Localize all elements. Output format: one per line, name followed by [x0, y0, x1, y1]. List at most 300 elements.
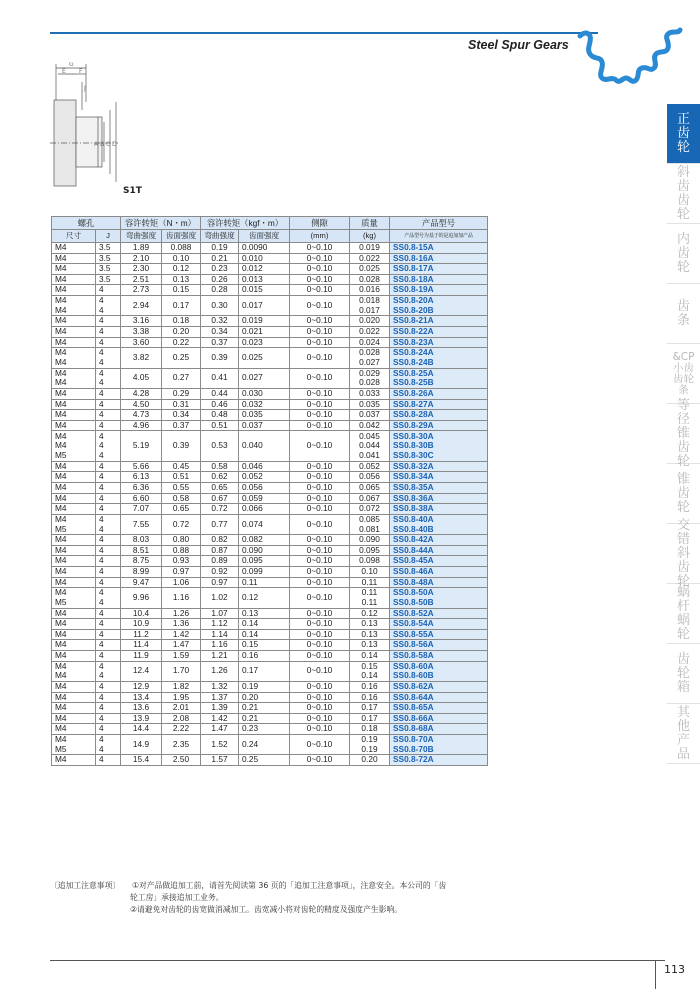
- cell-kgf-surface: 0.24: [239, 734, 290, 754]
- cell-torque-bending: 13.9: [121, 713, 162, 724]
- cell-part-number: SS0.8-18A: [390, 274, 488, 285]
- cell-backlash: 0~0.10: [290, 755, 350, 766]
- tab-bevel-gears[interactable]: 锥齿轮: [667, 464, 700, 524]
- table-row: [52, 514, 488, 534]
- cell-torque-surface: 0.93: [162, 556, 201, 567]
- cell-torque-surface: 1.36: [162, 619, 201, 630]
- cell-kgf-bending: 0.28: [201, 285, 239, 296]
- cell-torque-bending: 5.19: [121, 431, 162, 462]
- cell-part-number: SS0.8-52A: [390, 608, 488, 619]
- table-row: [52, 681, 488, 692]
- cell-kgf-surface: 0.040: [239, 431, 290, 462]
- cell-mass: 0.052: [350, 461, 390, 472]
- cell-part-number: SS0.8-38A: [390, 504, 488, 515]
- dim-label-c: C: [106, 141, 111, 148]
- spec-table: [51, 216, 488, 766]
- tab-miter-gears[interactable]: 等径锥齿轮: [667, 404, 700, 464]
- cell-kgf-surface: 0.017: [239, 295, 290, 315]
- cell-torque-bending: 7.55: [121, 514, 162, 534]
- cell-backlash: 0~0.10: [290, 337, 350, 348]
- cell-size: M4 M5: [52, 514, 96, 534]
- cell-j: 4: [96, 535, 121, 546]
- cell-part-number: SS0.8-56A: [390, 640, 488, 651]
- cell-kgf-surface: 0.12: [239, 588, 290, 608]
- cell-j: 4 4: [96, 734, 121, 754]
- footer-divider: [655, 960, 656, 989]
- cell-backlash: 0~0.10: [290, 588, 350, 608]
- cell-mass: 0.11: [350, 577, 390, 588]
- cell-mass: 0.15 0.14: [350, 661, 390, 681]
- cell-torque-bending: 5.66: [121, 461, 162, 472]
- cell-j: 4: [96, 724, 121, 735]
- cell-part-number: SS0.8-30A SS0.8-30B SS0.8-30C: [390, 431, 488, 462]
- cell-size: M4: [52, 504, 96, 515]
- cell-kgf-bending: 0.37: [201, 337, 239, 348]
- table-row: [52, 253, 488, 264]
- cell-kgf-bending: 0.48: [201, 410, 239, 421]
- cell-mass: 0.14: [350, 650, 390, 661]
- cell-j: 4: [96, 640, 121, 651]
- cell-torque-surface: 0.97: [162, 567, 201, 578]
- cell-kgf-surface: 0.14: [239, 629, 290, 640]
- gear-logo-icon: [576, 26, 700, 88]
- table-row: [52, 650, 488, 661]
- table-row: [52, 348, 488, 368]
- cell-part-number: SS0.8-28A: [390, 410, 488, 421]
- dim-label-j: J: [84, 85, 86, 92]
- cell-size: M4 M4: [52, 661, 96, 681]
- cell-j: 4: [96, 388, 121, 399]
- cell-j: 3.5: [96, 264, 121, 275]
- cell-backlash: 0~0.10: [290, 285, 350, 296]
- cell-kgf-surface: 0.23: [239, 724, 290, 735]
- table-row: [52, 640, 488, 651]
- cell-torque-bending: 10.4: [121, 608, 162, 619]
- cell-part-number: SS0.8-35A: [390, 483, 488, 494]
- tab-internal-gears[interactable]: 内齿轮: [667, 224, 700, 284]
- cell-mass: 0.028: [350, 274, 390, 285]
- cell-part-number: SS0.8-16A: [390, 253, 488, 264]
- cell-size: M4: [52, 243, 96, 254]
- cell-part-number: SS0.8-48A: [390, 577, 488, 588]
- tab-spur-gears[interactable]: 正齿轮: [667, 104, 700, 164]
- table-row: [52, 535, 488, 546]
- cell-kgf-surface: 0.035: [239, 410, 290, 421]
- dim-label-e: E: [62, 68, 66, 75]
- cell-backlash: 0~0.10: [290, 724, 350, 735]
- cell-torque-bending: 3.60: [121, 337, 162, 348]
- cell-size: M4 M4: [52, 368, 96, 388]
- cell-part-number: SS0.8-36A: [390, 493, 488, 504]
- cell-size: M4 M4: [52, 295, 96, 315]
- table-row: [52, 724, 488, 735]
- cell-size: M4 M4: [52, 348, 96, 368]
- cell-torque-surface: 0.13: [162, 274, 201, 285]
- cell-kgf-bending: 0.53: [201, 431, 239, 462]
- cell-mass: 0.024: [350, 337, 390, 348]
- col-group-screw: 螺孔: [52, 217, 121, 230]
- cell-j: 4 4: [96, 368, 121, 388]
- cell-size: M4: [52, 264, 96, 275]
- cell-kgf-surface: 0.074: [239, 514, 290, 534]
- cell-torque-surface: 0.18: [162, 316, 201, 327]
- cell-torque-surface: 1.95: [162, 692, 201, 703]
- cell-backlash: 0~0.10: [290, 608, 350, 619]
- cell-kgf-surface: 0.13: [239, 608, 290, 619]
- cell-j: 4: [96, 420, 121, 431]
- cell-torque-bending: 6.13: [121, 472, 162, 483]
- cell-torque-bending: 2.73: [121, 285, 162, 296]
- cell-kgf-surface: 0.010: [239, 253, 290, 264]
- cell-part-number: SS0.8-44A: [390, 545, 488, 556]
- tab-screw-gears[interactable]: 交错斜齿轮: [667, 524, 700, 584]
- col-j: J: [96, 230, 121, 243]
- cell-kgf-bending: 0.72: [201, 504, 239, 515]
- cell-kgf-bending: 0.58: [201, 461, 239, 472]
- cell-kgf-bending: 1.16: [201, 640, 239, 651]
- cell-backlash: 0~0.10: [290, 650, 350, 661]
- cell-mass: 0.12: [350, 608, 390, 619]
- table-row: [52, 608, 488, 619]
- cell-kgf-surface: 0.082: [239, 535, 290, 546]
- cell-size: M4: [52, 713, 96, 724]
- cell-size: M4 M5: [52, 588, 96, 608]
- table-row: [52, 619, 488, 630]
- col-bending: 弯曲强度: [121, 230, 162, 243]
- cell-mass: 0.085 0.081: [350, 514, 390, 534]
- cell-j: 4: [96, 755, 121, 766]
- cell-size: M4: [52, 274, 96, 285]
- cell-size: M4: [52, 285, 96, 296]
- col-backlash-unit: (mm): [290, 230, 350, 243]
- cell-mass: 0.025: [350, 264, 390, 275]
- cell-kgf-bending: 1.37: [201, 692, 239, 703]
- cell-j: 4: [96, 556, 121, 567]
- cell-kgf-surface: 0.012: [239, 264, 290, 275]
- table-row: [52, 493, 488, 504]
- cell-size: M4: [52, 703, 96, 714]
- cell-backlash: 0~0.10: [290, 493, 350, 504]
- cell-kgf-bending: 0.92: [201, 567, 239, 578]
- cell-mass: 0.17: [350, 703, 390, 714]
- cell-backlash: 0~0.10: [290, 410, 350, 421]
- cell-torque-surface: 0.088: [162, 243, 201, 254]
- cell-size: M4: [52, 681, 96, 692]
- cell-part-number: SS0.8-23A: [390, 337, 488, 348]
- cell-torque-bending: 4.50: [121, 399, 162, 410]
- dim-label-d: D: [112, 141, 117, 148]
- note-1-cont: 轮工房」承接追加工业务。: [130, 893, 224, 902]
- table-row: [52, 577, 488, 588]
- cell-kgf-bending: 1.32: [201, 681, 239, 692]
- table-row: [52, 264, 488, 275]
- cell-torque-bending: 4.05: [121, 368, 162, 388]
- note-2: ②请避免对齿轮的齿宽做消减加工。齿宽减小将对齿轮的精度及强度产生影响。: [130, 905, 403, 914]
- cell-part-number: SS0.8-45A: [390, 556, 488, 567]
- cell-kgf-bending: 1.52: [201, 734, 239, 754]
- cell-kgf-bending: 0.77: [201, 514, 239, 534]
- cell-j: 3.5: [96, 243, 121, 254]
- table-row: [52, 472, 488, 483]
- table-row: [52, 556, 488, 567]
- cell-kgf-surface: 0.20: [239, 692, 290, 703]
- cell-size: M4: [52, 388, 96, 399]
- cell-backlash: 0~0.10: [290, 504, 350, 515]
- table-row: [52, 734, 488, 754]
- cell-backlash: 0~0.10: [290, 420, 350, 431]
- cell-backlash: 0~0.10: [290, 692, 350, 703]
- cell-mass: 0.018 0.017: [350, 295, 390, 315]
- cell-size: M4: [52, 629, 96, 640]
- cell-torque-bending: 12.9: [121, 681, 162, 692]
- cell-torque-surface: 0.10: [162, 253, 201, 264]
- cell-torque-bending: 6.60: [121, 493, 162, 504]
- cell-kgf-bending: 0.32: [201, 316, 239, 327]
- cell-backlash: 0~0.10: [290, 734, 350, 754]
- cell-torque-bending: 14.4: [121, 724, 162, 735]
- cell-kgf-bending: 0.87: [201, 545, 239, 556]
- table-row: [52, 388, 488, 399]
- col-part-number: 产品型号: [390, 217, 488, 230]
- table-row: [52, 243, 488, 254]
- cell-torque-surface: 0.20: [162, 326, 201, 337]
- cell-j: 4: [96, 703, 121, 714]
- cell-kgf-bending: 0.30: [201, 295, 239, 315]
- cell-part-number: SS0.8-65A: [390, 703, 488, 714]
- cell-mass: 0.029 0.028: [350, 368, 390, 388]
- cell-kgf-surface: 0.095: [239, 556, 290, 567]
- cell-j: 4: [96, 545, 121, 556]
- tab-racks[interactable]: 齿条: [667, 284, 700, 344]
- cell-mass: 0.16: [350, 681, 390, 692]
- table-row: [52, 567, 488, 578]
- cell-kgf-bending: 0.34: [201, 326, 239, 337]
- cell-backlash: 0~0.10: [290, 514, 350, 534]
- cell-part-number: SS0.8-29A: [390, 420, 488, 431]
- cell-mass: 0.037: [350, 410, 390, 421]
- cell-size: M4: [52, 567, 96, 578]
- page-number: 113: [664, 963, 685, 976]
- cell-torque-bending: 13.6: [121, 703, 162, 714]
- cell-kgf-surface: 0.025: [239, 348, 290, 368]
- cell-kgf-bending: 0.21: [201, 253, 239, 264]
- cell-size: M4: [52, 420, 96, 431]
- cell-j: 4: [96, 493, 121, 504]
- cell-part-number: SS0.8-17A: [390, 264, 488, 275]
- cell-j: 4: [96, 504, 121, 515]
- cell-torque-bending: 2.51: [121, 274, 162, 285]
- cell-mass: 0.13: [350, 640, 390, 651]
- cell-part-number: SS0.8-15A: [390, 243, 488, 254]
- cell-torque-surface: 0.51: [162, 472, 201, 483]
- table-row: [52, 368, 488, 388]
- cell-part-number: SS0.8-72A: [390, 755, 488, 766]
- cell-part-number: SS0.8-50A SS0.8-50B: [390, 588, 488, 608]
- cell-torque-surface: 1.26: [162, 608, 201, 619]
- cell-part-number: SS0.8-34A: [390, 472, 488, 483]
- cell-kgf-bending: 1.42: [201, 713, 239, 724]
- cell-kgf-bending: 1.12: [201, 619, 239, 630]
- cell-kgf-bending: 0.65: [201, 483, 239, 494]
- cell-torque-bending: 4.96: [121, 420, 162, 431]
- cell-mass: 0.10: [350, 567, 390, 578]
- cell-kgf-surface: 0.021: [239, 326, 290, 337]
- table-row: [52, 483, 488, 494]
- cell-kgf-bending: 0.19: [201, 243, 239, 254]
- cell-kgf-surface: 0.013: [239, 274, 290, 285]
- cell-backlash: 0~0.10: [290, 483, 350, 494]
- cell-torque-surface: 0.27: [162, 368, 201, 388]
- col-size: 尺寸: [52, 230, 96, 243]
- cell-mass: 0.065: [350, 483, 390, 494]
- cell-torque-surface: 0.39: [162, 431, 201, 462]
- table-body: [52, 243, 488, 766]
- cell-part-number: SS0.8-68A: [390, 724, 488, 735]
- tab-other-products[interactable]: 其他产品: [667, 704, 700, 764]
- cell-torque-surface: 2.22: [162, 724, 201, 735]
- cell-kgf-bending: 1.39: [201, 703, 239, 714]
- cell-mass: 0.098: [350, 556, 390, 567]
- cell-torque-surface: 1.82: [162, 681, 201, 692]
- cell-part-number: SS0.8-42A: [390, 535, 488, 546]
- cell-size: M4: [52, 545, 96, 556]
- table-row: [52, 399, 488, 410]
- cell-kgf-bending: 1.07: [201, 608, 239, 619]
- cell-size: M4 M4 M5: [52, 431, 96, 462]
- dim-label-b: B: [100, 141, 105, 148]
- cell-torque-surface: 0.37: [162, 420, 201, 431]
- col-group-torque-kgf: 容许转矩（kgf・m）: [201, 217, 290, 230]
- cell-part-number: SS0.8-54A: [390, 619, 488, 630]
- notes: [50, 880, 446, 916]
- cell-mass: 0.035: [350, 399, 390, 410]
- cell-size: M4: [52, 608, 96, 619]
- cell-torque-surface: 0.17: [162, 295, 201, 315]
- cell-j: 4: [96, 483, 121, 494]
- table-row: [52, 431, 488, 462]
- cell-j: 4: [96, 461, 121, 472]
- cell-j: 4: [96, 629, 121, 640]
- notes-label: 〔追加工注意事项〕: [50, 881, 121, 890]
- cell-mass: 0.16: [350, 692, 390, 703]
- cell-kgf-bending: 1.47: [201, 724, 239, 735]
- tab-cp-racks[interactable]: &CP小齿齿轮条: [667, 344, 700, 404]
- cell-part-number: SS0.8-20A SS0.8-20B: [390, 295, 488, 315]
- cell-size: M4: [52, 493, 96, 504]
- cell-kgf-bending: 0.39: [201, 348, 239, 368]
- cell-mass: 0.17: [350, 713, 390, 724]
- cell-backlash: 0~0.10: [290, 368, 350, 388]
- cell-kgf-surface: 0.023: [239, 337, 290, 348]
- cell-part-number: SS0.8-24A SS0.8-24B: [390, 348, 488, 368]
- cell-j: 4: [96, 410, 121, 421]
- cell-j: 4: [96, 619, 121, 630]
- cell-size: M4: [52, 640, 96, 651]
- cell-torque-surface: 1.59: [162, 650, 201, 661]
- cell-torque-bending: 3.38: [121, 326, 162, 337]
- cell-backlash: 0~0.10: [290, 619, 350, 630]
- cell-backlash: 0~0.10: [290, 316, 350, 327]
- cell-torque-surface: 0.55: [162, 483, 201, 494]
- cell-kgf-bending: 0.97: [201, 577, 239, 588]
- cell-mass: 0.045 0.044 0.041: [350, 431, 390, 462]
- tab-helical-gears[interactable]: 斜齿齿轮: [667, 164, 700, 224]
- cell-torque-bending: 3.82: [121, 348, 162, 368]
- cell-backlash: 0~0.10: [290, 661, 350, 681]
- cell-backlash: 0~0.10: [290, 629, 350, 640]
- tab-worm-gears[interactable]: 蜗杆蜗轮: [667, 584, 700, 644]
- cell-j: 4: [96, 577, 121, 588]
- cell-kgf-bending: 0.44: [201, 388, 239, 399]
- cell-part-number: SS0.8-19A: [390, 285, 488, 296]
- cell-backlash: 0~0.10: [290, 253, 350, 264]
- cell-torque-surface: 2.50: [162, 755, 201, 766]
- cell-kgf-surface: 0.16: [239, 650, 290, 661]
- cell-j: 4 4: [96, 295, 121, 315]
- tab-gearboxes[interactable]: 齿轮箱: [667, 644, 700, 704]
- cell-size: M4: [52, 337, 96, 348]
- cell-torque-bending: 9.96: [121, 588, 162, 608]
- cell-torque-bending: 8.03: [121, 535, 162, 546]
- cell-torque-surface: 0.65: [162, 504, 201, 515]
- series-label: S1T: [123, 186, 142, 196]
- table-row: [52, 326, 488, 337]
- cell-kgf-surface: 0.066: [239, 504, 290, 515]
- cell-size: M4: [52, 399, 96, 410]
- cell-kgf-bending: 1.14: [201, 629, 239, 640]
- cell-size: M4: [52, 253, 96, 264]
- cell-kgf-bending: 0.23: [201, 264, 239, 275]
- cell-kgf-bending: 0.26: [201, 274, 239, 285]
- table-row: [52, 337, 488, 348]
- cell-torque-surface: 2.35: [162, 734, 201, 754]
- cell-torque-surface: 0.58: [162, 493, 201, 504]
- cell-mass: 0.020: [350, 316, 390, 327]
- cell-size: M4: [52, 535, 96, 546]
- table-row: [52, 755, 488, 766]
- cell-mass: 0.13: [350, 629, 390, 640]
- table-row: [52, 661, 488, 681]
- cell-size: M4: [52, 577, 96, 588]
- cell-torque-bending: 13.4: [121, 692, 162, 703]
- cell-kgf-bending: 1.26: [201, 661, 239, 681]
- cell-torque-bending: 6.36: [121, 483, 162, 494]
- table-row: [52, 545, 488, 556]
- cell-kgf-bending: 0.46: [201, 399, 239, 410]
- table-row: [52, 692, 488, 703]
- cell-torque-surface: 0.34: [162, 410, 201, 421]
- cell-torque-surface: 0.31: [162, 399, 201, 410]
- cell-kgf-surface: 0.027: [239, 368, 290, 388]
- cell-backlash: 0~0.10: [290, 388, 350, 399]
- cell-size: M4: [52, 724, 96, 735]
- cell-j: 4: [96, 650, 121, 661]
- cell-j: 3.5: [96, 253, 121, 264]
- table-row: [52, 295, 488, 315]
- cell-mass: 0.016: [350, 285, 390, 296]
- cell-j: 4: [96, 692, 121, 703]
- cell-torque-bending: 11.4: [121, 640, 162, 651]
- table-row: [52, 274, 488, 285]
- cell-mass: 0.028 0.027: [350, 348, 390, 368]
- cell-kgf-bending: 0.82: [201, 535, 239, 546]
- cell-torque-bending: 8.99: [121, 567, 162, 578]
- cell-kgf-surface: 0.056: [239, 483, 290, 494]
- table-row: [52, 588, 488, 608]
- cell-kgf-surface: 0.046: [239, 461, 290, 472]
- cell-part-number: SS0.8-40A SS0.8-40B: [390, 514, 488, 534]
- gear-dimension-drawing: [48, 62, 128, 192]
